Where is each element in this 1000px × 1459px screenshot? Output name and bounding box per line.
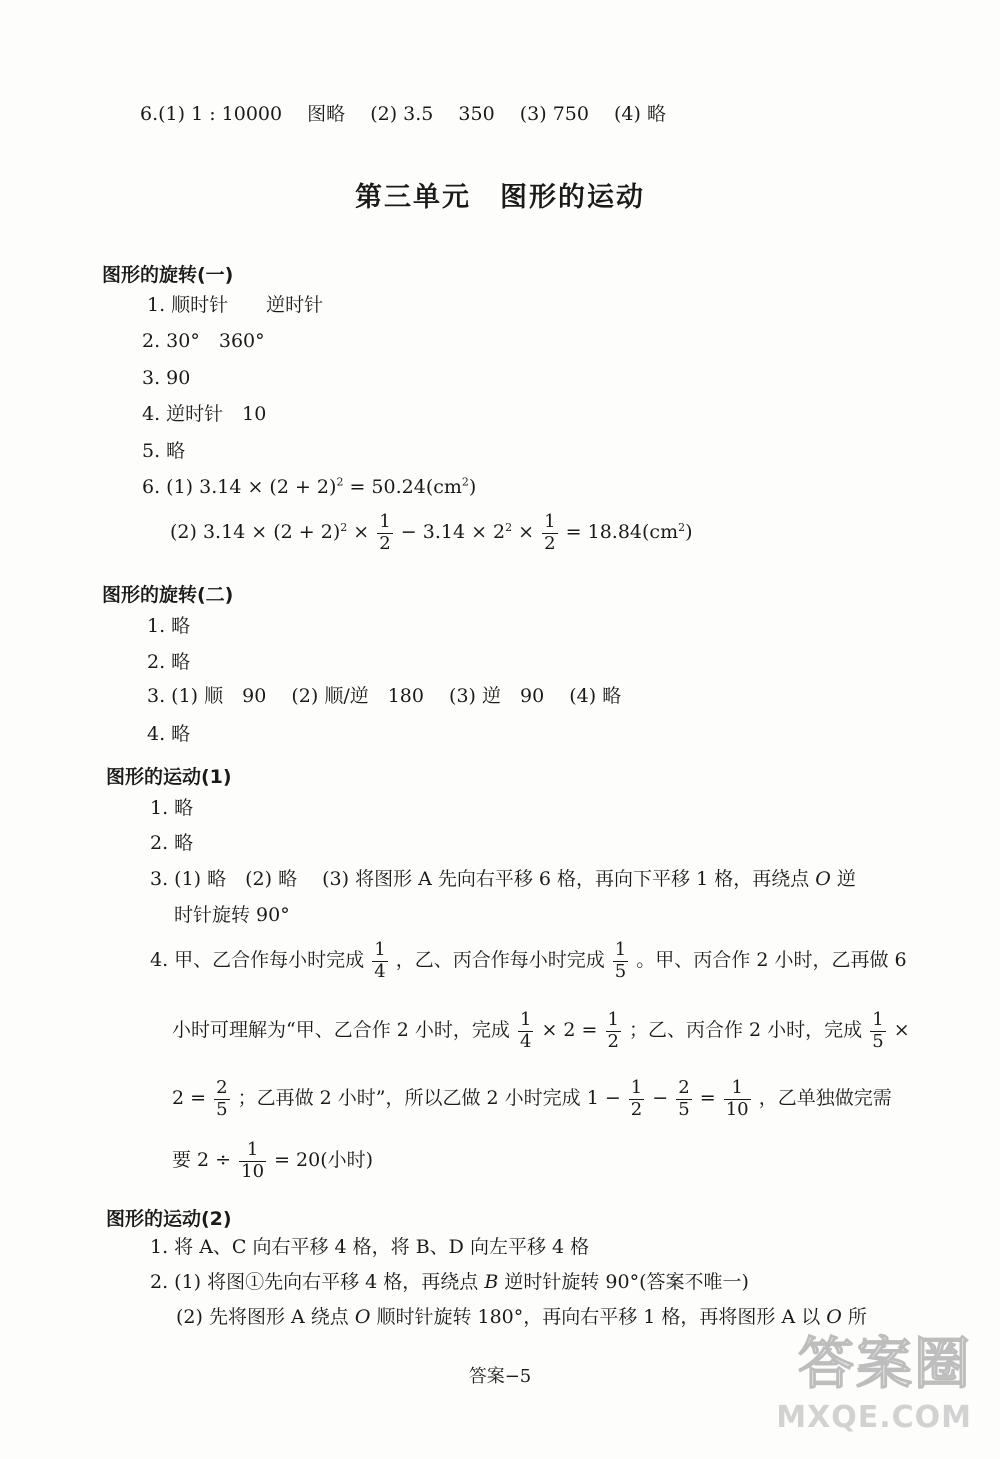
unit-title: 第三单元 图形的运动	[355, 182, 645, 213]
top-answer-line: 6.(1) 1 : 10000 图略 (2) 3.5 350 (3) 750 (4) 略	[140, 103, 666, 125]
fraction-one-tenth: $\frac{1}{10}$	[241, 1139, 265, 1182]
s1-q3: 3. 90	[142, 367, 191, 389]
s1-q4: 4. 逆时针 10	[142, 403, 267, 425]
fraction-one-quarter: $\frac{1}{4}$	[519, 1009, 532, 1052]
fraction-one-half: $\frac{1}{2}$	[379, 511, 391, 554]
s2-q3: 3. (1) 顺 90 (2) 顺/逆 180 (3) 逆 90 (4) 略	[147, 685, 622, 707]
fraction-one-fifth: $\frac{1}{5}$	[872, 1009, 884, 1052]
fraction-one-half: $\frac{1}{2}$	[544, 511, 556, 554]
s2-q1: 1. 略	[147, 615, 191, 637]
s3-q4-line2: 小时可理解为“甲、乙合作 2 小时，完成 $\frac{1}{4}$ × 2 = $\frac{1}{2}$ ；乙、丙合作 2 小时，完成 $\frac{1}{5}$ ×	[172, 1009, 910, 1052]
fraction-one-half: $\frac{1}{2}$	[607, 1009, 619, 1052]
s3-q4-line1: 4. 甲、乙合作每小时完成 $\frac{1}{4}$ ，乙、丙合作每小时完成 $\frac{1}{5}$ 。甲、丙合作 2 小时，乙再做 6	[150, 939, 907, 982]
s2-q2: 2. 略	[147, 651, 191, 673]
s3-q4-line4: 要 2 ÷ $\frac{1}{10}$ = 20(小时)	[172, 1139, 374, 1182]
fraction-one-tenth: $\frac{1}{10}$	[725, 1077, 749, 1120]
s3-q3: 3. (1) 略 (2) 略 (3) 将图形 A 先向右平移 6 格，再向下平移 1 格，再绕点 O 逆	[150, 868, 856, 890]
section-heading-rotation-2: 图形的旋转(二)	[102, 584, 234, 606]
s1-q1: 1. 顺时针 逆时针	[147, 294, 324, 316]
s3-q3-cont: 时针旋转 90°	[174, 904, 290, 926]
fraction-two-fifths: $\frac{2}{5}$	[216, 1077, 228, 1120]
s3-q2: 2. 略	[150, 832, 194, 854]
s1-q2: 2. 30° 360°	[142, 330, 265, 352]
s4-q1: 1. 将 A、C 向右平移 4 格，将 B、D 向左平移 4 格	[150, 1236, 590, 1258]
fraction-one-half: $\frac{1}{2}$	[630, 1077, 643, 1120]
s1-q5: 5. 略	[142, 440, 186, 462]
s1-q6-1: 6. (1) $3.14 \times (2 + 2)^2 = 50.24(cm^2)$	[142, 475, 477, 498]
watermark-logo: 答案圈 MXQE.COM	[776, 1332, 972, 1435]
fraction-one-fifth: $\frac{1}{5}$	[614, 939, 627, 982]
section-heading-motion-1: 图形的运动(1)	[106, 766, 232, 788]
s3-q1: 1. 略	[150, 797, 194, 819]
section-heading-motion-2: 图形的运动(2)	[106, 1208, 232, 1230]
s1-q6-2: (2) $3.14 \times (2 + 2)^2$ × $\frac{1}{2}$ − $3.14 \times 2^2$ × $\frac{1}{2}$ = $18.84(cm^2)$	[170, 511, 693, 554]
s3-q4-line3: 2 = $\frac{2}{5}$ ；乙再做 2 小时”，所以乙做 2 小时完成 1 − $\frac{1}{2}$ − $\frac{2}{5}$ = $\frac{1}{10}$ ，乙单独做完需	[172, 1077, 892, 1120]
fraction-one-quarter: $\frac{1}{4}$	[374, 939, 386, 982]
s4-q2-1: 2. (1) 将图①先向右平移 4 格，再绕点 B 逆时针旋转 90°(答案不唯一)	[150, 1271, 749, 1293]
fraction-two-fifths: $\frac{2}{5}$	[678, 1077, 690, 1120]
s2-q4: 4. 略	[147, 723, 191, 745]
s4-q2-2: (2) 先将图形 A 绕点 O 顺时针旋转 180°，再向右平移 1 格，再将图形 A 以 O 所	[176, 1306, 867, 1328]
section-heading-rotation-1: 图形的旋转(一)	[102, 264, 234, 286]
page-footer: 答案−5	[468, 1366, 532, 1387]
